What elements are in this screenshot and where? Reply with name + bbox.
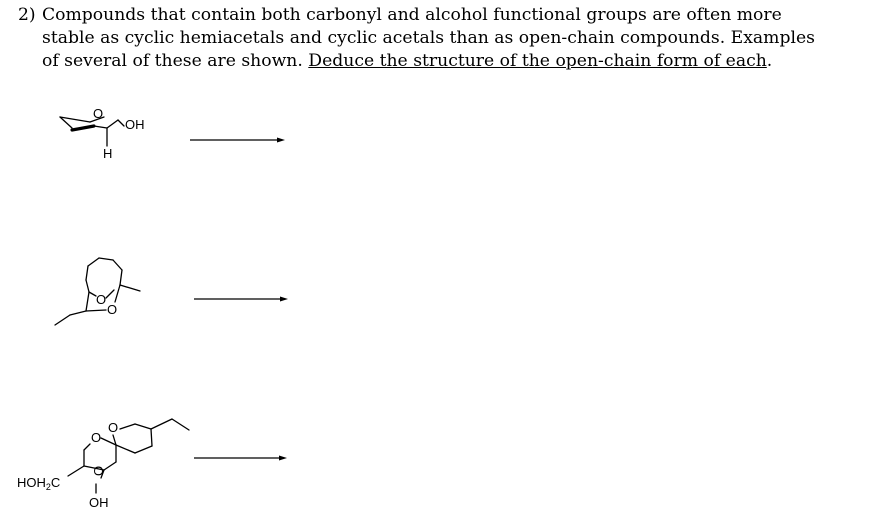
structure-2-bridge-bond-2 xyxy=(106,290,114,298)
structure-2-bridge-bond-4 xyxy=(86,292,89,311)
question-number: 2) xyxy=(18,5,36,25)
structure-1-ring-oxygen: O xyxy=(93,106,104,121)
structure-3-oxygen-3: O xyxy=(91,465,106,476)
structure-2-bridge-bond-3 xyxy=(115,285,120,302)
structure-1-bond-to-oh xyxy=(118,120,124,126)
structure-1-ring xyxy=(60,117,118,130)
reaction-arrow-3 xyxy=(194,456,287,461)
structure-1-hydroxyl: OH xyxy=(125,117,145,132)
question-instruction: Deduce the structure of the open-chain form of each xyxy=(308,51,767,71)
question-line-1: Compounds that contain both carbonyl and alcohol functional groups are often more xyxy=(42,5,782,25)
structure-2-bridge-bond-5 xyxy=(86,310,106,311)
structure-3-hydroxyl: OH xyxy=(89,495,109,510)
structure-2-methyl xyxy=(120,285,140,291)
structure-3-oxygen-1: O xyxy=(91,430,102,445)
reaction-arrow-2 xyxy=(194,297,288,302)
question-line-2: stable as cyclic hemiacetals and cyclic acetals than as open-chain compounds. Examples xyxy=(42,28,815,48)
structure-2-ring xyxy=(86,258,122,292)
question-line-3-suffix: . xyxy=(766,51,773,71)
structure-3-ethyl-1 xyxy=(151,419,172,429)
structure-3-bond-to-ch2oh xyxy=(68,466,84,476)
structure-3-hydroxymethyl: $HOH_2C$ xyxy=(17,475,61,492)
structure-2-oxygen-1: O xyxy=(96,292,107,307)
structure-2-oxygen-2: O xyxy=(107,302,118,317)
structure-2-ethyl-2 xyxy=(55,315,70,325)
structure-3-oxygen-2: O xyxy=(108,420,119,435)
structure-2-bridge-bond-1 xyxy=(89,292,96,296)
structure-3-right-ring xyxy=(113,424,152,453)
structure-2-bicyclic-acetal xyxy=(55,258,140,325)
reaction-arrow-1 xyxy=(190,138,285,143)
structure-3-ethyl-2 xyxy=(172,419,189,430)
structure-1-hydrogen: H xyxy=(103,146,113,161)
question-line-3-prefix: of several of these are shown. xyxy=(42,51,309,71)
structure-1-hemiacetal xyxy=(60,106,145,161)
structure-3-spiroacetal xyxy=(17,419,189,510)
structure-2-ethyl-1 xyxy=(70,311,86,315)
